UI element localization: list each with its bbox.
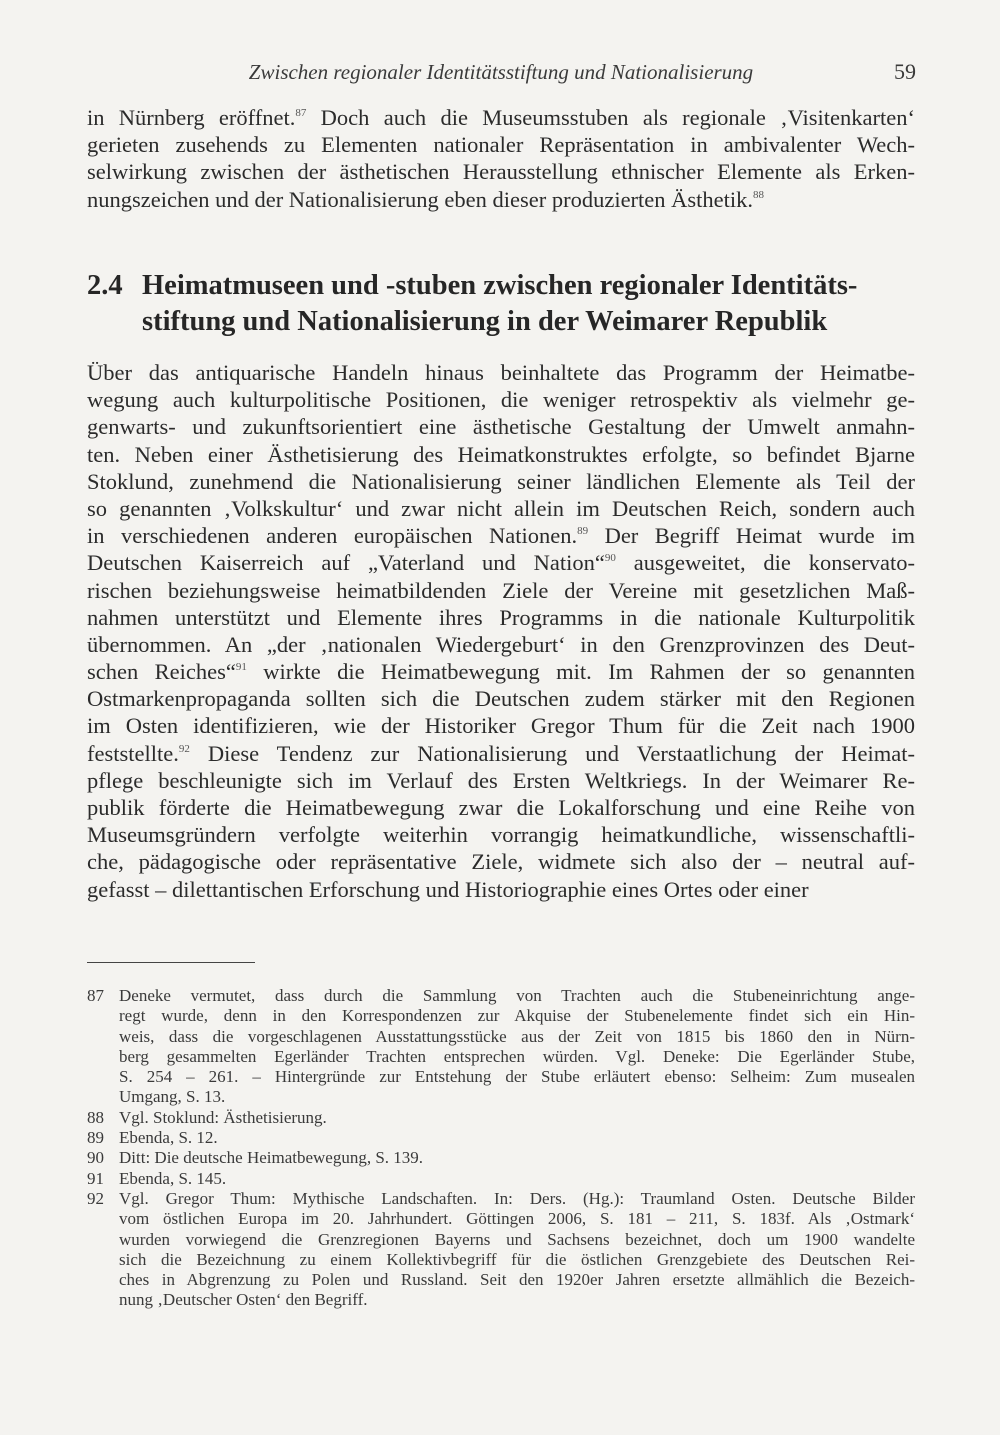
text-line [87,685,915,712]
footnote-line: Ebenda, S. 145. [119,1168,227,1188]
text-segment: gefasst – dilettantischen Erforschung und Historiographie eines Ortes oder einer [87,876,809,902]
footnote-number: 88 [87,1107,104,1127]
text-line [87,104,915,131]
text-line [87,413,915,440]
footnote-item [87,1108,915,1128]
text-segment: Museumsgründern verfolgte weiterhin vorrangig heimatkundliche, wissenschaftli- [87,822,915,848]
text-line [87,821,915,848]
footnote-line: regt wurde, denn in den Korrespondenzen zur Akquise der Stubenelemente findet sich ein Hin- [119,1006,915,1026]
text-line [87,631,915,658]
body-paragraph [87,359,915,903]
text-segment: genwarts- und zukunftsorientiert eine ästhetische Gestaltung der Umwelt anmahn- [87,414,915,440]
footnote-reference: 92 [178,742,190,755]
text-line [87,794,915,821]
footnote-number: 91 [87,1168,104,1188]
section-title-part-2: stiftung und Nationalisierung in der Weimarer Republik [142,306,828,337]
text-segment: rischen beziehungsweise heimatbildenden Ziele der Vereine mit gesetzlichen Maß- [87,577,915,603]
text-segment: publik förderte die Heimatbewegung zwar die Lokalforschung und eine Reihe von [87,795,915,820]
footnote-item [87,1189,915,1311]
footnote-item [87,986,915,1108]
page-number: 59 [894,59,916,84]
footnote-reference: 90 [604,552,616,565]
text-line [87,468,915,495]
footnote-line: wurden vorwiegend die Grenzregionen Bayerns und Sachsens bezeichnet, doch um 1900 wandelte [119,1229,915,1249]
section-title-part-1: Heimatmuseen und -stuben zwischen regionaler Identitäts- [142,270,858,301]
footnotes [87,986,915,1311]
footnote-item [87,1169,915,1189]
footnote-text [119,1148,915,1168]
text-segment: in Nürnberg eröffnet. [87,105,296,130]
section-heading-line-1 [87,268,915,304]
running-head [86,56,916,88]
footnote-item [87,1148,915,1168]
text-segment: Über das antiquarische Handeln hinaus beinhaltete das Programm der Heimatbe- [87,360,915,385]
footnote-reference: 89 [577,525,589,538]
footnote-line: nung ‚Deutscher Osten‘ den Begriff. [119,1290,368,1310]
text-line [87,577,915,604]
footnote-line: Ebenda, S. 12. [119,1128,218,1148]
footnote-text [119,1128,915,1148]
footnote-line: S. 254 – 261. – Hintergründe zur Entstehung der Stube erläutert ebenso: Selheim: Zum musealen [119,1067,915,1087]
text-segment: Der Begriff Heimat wurde im [588,523,915,549]
text-segment: so genannten ‚Volkskultur‘ und zwar nicht allein im Deutschen Reich, sondern auch [87,495,915,521]
footnote-line: Vgl. Stoklund: Ästhetisierung. [119,1107,327,1127]
footnote-line: vom östlichen Europa im 20. Jahrhundert. Göttingen 2006, S. 181 – 211, S. 183f. Als ‚Ostmark‘ [119,1209,915,1229]
text-segment: che, pädagogische oder repräsentative Ziele, widmete sich also der – neutral auf- [87,849,915,875]
footnote-line: sich die Bezeichnung zu einem Kollektivbegriff für die östlichen Grenzgebiete des Deutschen Rei- [119,1249,915,1269]
text-segment: wegung auch kulturpolitische Positionen, die weniger retrospektiv als vielmehr ge- [87,387,915,413]
text-segment: Ostmarkenpropaganda sollten sich die Deutschen zudem stärker mit den Regionen [87,686,915,712]
text-line [87,522,915,549]
footnote-number: 90 [87,1148,104,1168]
text-segment: in verschiedenen anderen europäischen Nationen. [87,523,578,549]
text-line [87,767,915,794]
text-line [87,131,915,158]
footnote-separator [87,962,255,963]
footnote-item [87,1128,915,1148]
text-segment: übernommen. An „der ‚nationalen Wiedergeburt‘ in den Grenzprovinzen des Deut- [87,631,915,657]
text-segment: gerieten zusehends zu Elementen nationaler Repräsentation in ambivalenter Wech- [87,132,915,158]
text-segment: Stoklund, zunehmend die Nationalisierung seiner ländlichen Elemente als Teil der [87,468,915,494]
footnote-line: Umgang, S. 13. [119,1087,226,1107]
footnote-number: 87 [87,986,104,1005]
text-line [87,740,915,767]
text-line [87,549,915,576]
footnote-line: Ditt: Die deutsche Heimatbewegung, S. 139. [119,1148,424,1168]
text-segment: schen Reiches“ [87,659,236,685]
footnote-line: ches in Abgrenzung zu Polen und Russland. Seit den 1920er Jahren ersetzte allmählich die Bezeich- [119,1270,915,1290]
text-segment: Deutschen Kaiserreich auf „Vaterland und Nation“ [87,550,605,576]
text-line [87,186,915,213]
text-line [87,848,915,875]
text-line [87,495,915,522]
text-segment: wirkte die Heimatbewegung mit. Im Rahmen der so genannten [246,659,915,685]
text-segment: ten. Neben einer Ästhetisierung des Heimatkonstruktes erfolgte, so befindet Bjarne [87,441,915,467]
text-segment: pflege beschleunigte sich im Verlauf des Ersten Weltkriegs. In der Weimarer Re- [87,767,915,793]
text-line [87,876,915,903]
text-line [87,441,915,468]
footnote-reference: 88 [753,188,765,201]
text-line [87,158,915,185]
text-line [87,604,915,631]
text-line [87,712,915,739]
text-line [87,658,915,685]
text-segment: im Osten identifizieren, wie der Historiker Gregor Thum für die Zeit nach 1900 [87,713,915,739]
footnote-line: weis, dass die vorgeschlagenen Ausstattungsstücke aus der Zeit von 1815 bis 1860 den in Nürn- [119,1026,915,1046]
text-segment: Doch auch die Museumsstuben als regionale ‚Visitenkarten‘ [306,105,915,130]
section-number: 2.4 [87,270,123,301]
running-title: Zwischen regionaler Identitätsstiftung und Nationalisierung [248,60,754,84]
footnote-text [119,986,915,1108]
footnote-line: Deneke vermutet, dass durch die Sammlung von Trachten auch die Stubeneinrichtung ange- [119,986,915,1005]
text-line [87,386,915,413]
text-line [87,359,915,386]
footnote-text [119,1108,915,1128]
text-segment: nahmen unterstützt und Elemente ihres Programms in die nationale Kulturpolitik [87,604,915,630]
intro-paragraph [87,104,915,213]
footnote-line: Vgl. Gregor Thum: Mythische Landschaften. In: Ders. (Hg.): Traumland Osten. Deutsche Bilder [119,1188,915,1208]
footnote-text [119,1169,915,1189]
footnote-reference: 87 [295,107,307,119]
footnote-number: 92 [87,1188,104,1208]
text-segment: selwirkung zwischen der ästhetischen Herausstellung ethnischer Elemente als Erken- [87,159,915,185]
section-heading [87,268,915,340]
text-segment: ausgeweitet, die konservato- [615,550,915,576]
footnote-text [119,1189,915,1311]
footnote-reference: 91 [235,661,247,674]
footnote-line: berg gesammelten Egerländer Trachten entsprechen würden. Vgl. Deneke: Die Egerländer Stube, [119,1046,915,1066]
text-segment: Diese Tendenz zur Nationalisierung und Verstaatlichung der Heimat- [189,740,915,766]
text-segment: feststellte. [87,740,179,766]
footnote-number: 89 [87,1128,104,1148]
text-segment: nungszeichen und der Nationalisierung eben dieser produzierten Ästhetik. [87,186,754,212]
